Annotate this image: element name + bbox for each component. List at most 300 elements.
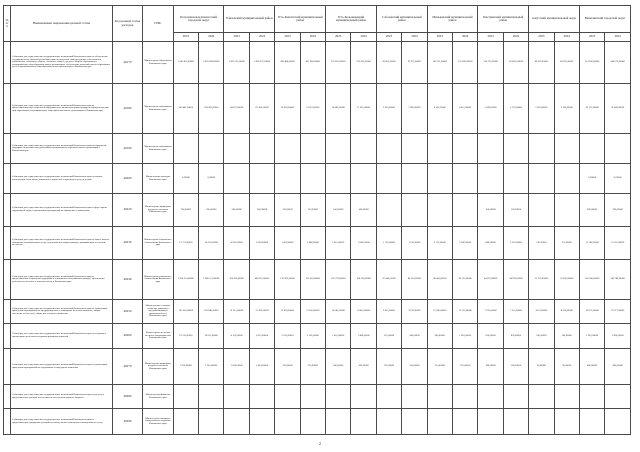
row-admin: Министерство природных ресурсов и экологии Камчатского края — [143, 194, 173, 227]
row-amount — [402, 385, 427, 409]
row-amount — [605, 134, 631, 164]
row-amount: 120 365,00000 — [275, 260, 300, 300]
table-row — [4, 84, 631, 134]
row-amount: 340,00000 — [554, 324, 579, 349]
row-amount — [376, 194, 401, 227]
row-amount — [376, 409, 401, 435]
row-amount: 0,00000 — [173, 164, 198, 194]
header-year: 2024 — [351, 33, 376, 42]
row-amount — [173, 409, 198, 435]
row-amount: 222 610,00000 — [326, 42, 351, 84]
row-amount: 1 425,00000 — [275, 227, 300, 260]
row-amount: 2 015,00000 — [275, 324, 300, 349]
row-amount: 310,00000 — [275, 349, 300, 385]
row-amount — [503, 409, 528, 435]
row-amount — [326, 164, 351, 194]
row-amount: 101 020,00000 — [173, 300, 198, 324]
row-amount — [427, 194, 452, 227]
row-amount: 4 125,00000 — [224, 324, 249, 349]
row-amount: 300,00000 — [351, 349, 376, 385]
row-amount: 1 024,00000 — [224, 349, 249, 385]
row-area: Субвенции для осуществления государственных полномочий Камчатского края по созданию и организации деятельности административных комиссий — [11, 324, 113, 349]
subvention-distribution-table — [3, 5, 631, 435]
row-amount: 14 110,00000 — [199, 227, 224, 260]
row-amount — [326, 385, 351, 409]
row-amount: 102 770,00000 — [326, 260, 351, 300]
row-amount: 19 071,00000 — [579, 300, 604, 324]
row-number — [4, 324, 11, 349]
row-amount: 120,00000 — [300, 194, 325, 227]
row-amount: 30 171,00000 — [579, 84, 604, 134]
header-code: Код целевой статьи расходов — [112, 6, 142, 42]
header-year: 2023 — [326, 33, 351, 42]
row-amount: 4 011,00000 — [529, 300, 554, 324]
row-amount: 380 464,00000 — [275, 42, 300, 84]
row-amount: 67 450,00000 — [249, 84, 274, 134]
row-admin: Министерство образования Камчатского края — [143, 84, 173, 134]
row-code: 40250 — [112, 300, 142, 324]
row-amount: 544 576,00000 — [605, 42, 631, 84]
row-amount — [605, 385, 631, 409]
row-amount: 32 210,00000 — [529, 260, 554, 300]
row-amount — [224, 385, 249, 409]
row-amount: 210,00000 — [453, 349, 478, 385]
header-year: 2023 — [173, 33, 198, 42]
row-admin: Министерство культуры Камчатского края — [143, 164, 173, 194]
table-row — [4, 42, 631, 84]
table-row — [4, 164, 631, 194]
row-area: Субвенции для осуществления государственных полномочий Камчатского края по выплате компенсации части платы, взимаемой с родителей за присмотр и уход за детьми — [11, 164, 113, 194]
row-amount — [402, 409, 427, 435]
row-amount: 310,00000 — [300, 349, 325, 385]
row-amount: 1 024,00000 — [249, 349, 274, 385]
row-amount — [275, 385, 300, 409]
row-amount: 180,00000 — [478, 349, 503, 385]
row-amount — [529, 134, 554, 164]
row-amount — [300, 385, 325, 409]
row-amount: 2 105,00000 — [300, 324, 325, 349]
row-amount: 760,00000 — [199, 194, 224, 227]
row-code: 40190 — [112, 134, 142, 164]
row-amount: 280,00000 — [579, 194, 604, 227]
row-amount: 4 050,00000 — [554, 300, 579, 324]
row-amount: 1 990,00000 — [605, 324, 631, 349]
row-amount: 31 842,00000 — [605, 84, 631, 134]
row-amount — [503, 134, 528, 164]
table-row — [4, 194, 631, 227]
row-amount: 760,00000 — [173, 194, 198, 227]
row-amount: 21 021,00000 — [300, 84, 325, 134]
row-area: Субвенции для осуществления государственных полномочий Камчатского края по организации проведения мероприятий по предупреждению и ликвидации болезней животных, защите населения от болезней, общих для человека и животных — [11, 300, 113, 324]
header-region: Мильковский муниципальный район — [427, 6, 478, 33]
header-year: 2024 — [199, 33, 224, 42]
row-area: Субвенции для осуществления государственных полномочий Камчатского края по социальной поддержке педагогических работников муниципальных образовательных организаций в Камчатском крае — [11, 134, 113, 164]
row-amount: 6 102,00000 — [427, 84, 452, 134]
row-area: Субвенции для осуществления государственных полномочий Камчатского края по организации проведения мероприятий по содержанию безнадзорных животных — [11, 349, 113, 385]
row-amount: 145 231,00000 — [427, 42, 452, 84]
row-amount: 134 035,00000 — [503, 42, 528, 84]
table-row — [4, 324, 631, 349]
row-amount: 180,00000 — [503, 349, 528, 385]
row-code: 40200 — [112, 164, 142, 194]
header-year: 2023 — [376, 33, 401, 42]
row-amount: 850,00000 — [503, 324, 528, 349]
row-amount: 7 115,00000 — [503, 300, 528, 324]
header-year: 2023 — [579, 33, 604, 42]
row-amount: 243 200,00000 — [579, 260, 604, 300]
row-amount: 19 312,00000 — [173, 324, 198, 349]
header-year: 2023 — [275, 33, 300, 42]
row-admin: Министерство образования Камчатского края — [143, 42, 173, 84]
row-amount: 88 130,00000 — [402, 260, 427, 300]
row-amount: 960,00000 — [427, 324, 452, 349]
row-amount — [224, 164, 249, 194]
header-year: 2023 — [478, 33, 503, 42]
row-amount: 7 015,00000 — [478, 300, 503, 324]
row-code: 40180 — [112, 84, 142, 134]
row-code: 40240 — [112, 260, 142, 300]
row-amount — [300, 164, 325, 194]
header-year: 2024 — [402, 33, 427, 42]
row-amount: 280,00000 — [605, 194, 631, 227]
row-code: 40290 — [112, 409, 142, 435]
row-number — [4, 134, 11, 164]
row-amount: 4 310,00000 — [249, 324, 274, 349]
row-amount: 20 015,00000 — [199, 324, 224, 349]
row-amount — [376, 385, 401, 409]
row-amount — [300, 134, 325, 164]
row-amount — [427, 385, 452, 409]
row-amount: 210,00000 — [427, 349, 452, 385]
row-amount: 100,00000 — [503, 194, 528, 227]
header-year: 2024 — [605, 33, 631, 42]
row-amount: 12 011,00000 — [605, 227, 631, 260]
row-amount — [605, 409, 631, 435]
table-row — [4, 134, 631, 164]
row-area: Субвенции для осуществления государственных полномочий Камчатского края по предоставлению мер социальной поддержки отдельным категориям граждан в период получения ими образования в муниципальных общеобразовательных организациях в Камчатском крае — [11, 84, 113, 134]
row-amount — [579, 409, 604, 435]
row-amount: 340,00000 — [224, 194, 249, 227]
row-amount: 5 803 438,00000 — [199, 42, 224, 84]
row-amount: 215,00000 — [554, 227, 579, 260]
row-admin: Министерство социального благополучия Камчатского края — [143, 260, 173, 300]
row-amount: 11 215,00000 — [453, 300, 478, 324]
row-admin: Министерство по делам местного самоуправления Камчатского края — [143, 324, 173, 349]
table-row — [4, 300, 631, 324]
header-year: 2023 — [427, 33, 452, 42]
row-amount: 810,00000 — [478, 324, 503, 349]
row-amount: 9 120,00000 — [402, 300, 427, 324]
row-amount: 100,00000 — [478, 194, 503, 227]
row-amount: 103 640,00000 — [199, 300, 224, 324]
row-amount: 210,00000 — [529, 227, 554, 260]
row-amount — [249, 134, 274, 164]
row-number — [4, 164, 11, 194]
page-number: 2 — [319, 441, 321, 446]
row-amount: 245 441,00000 — [173, 84, 198, 134]
row-amount: 48 202,00000 — [554, 42, 579, 84]
table-row — [4, 385, 631, 409]
table-header — [4, 6, 631, 42]
row-amount — [554, 134, 579, 164]
row-amount: 1 120,00000 — [376, 227, 401, 260]
header-area: Наименование направления целевой статьи — [11, 6, 113, 42]
row-amount: 480,00000 — [579, 349, 604, 385]
row-amount: 1 960 511,00000 — [199, 260, 224, 300]
row-amount: 152 290,00000 — [453, 42, 478, 84]
row-amount — [554, 194, 579, 227]
row-amount — [503, 385, 528, 409]
row-number — [4, 385, 11, 409]
row-admin: Министерство природных ресурсов и экологии Камчатского края — [143, 349, 173, 385]
row-amount: 0,00000 — [199, 164, 224, 194]
row-amount: 5 720,00000 — [503, 84, 528, 134]
row-amount: 10 410,00000 — [351, 300, 376, 324]
header-year: 2024 — [249, 33, 274, 42]
row-amount: 87 445,00000 — [376, 260, 401, 300]
row-code: 40170 — [112, 42, 142, 84]
row-amount: 44 370,00000 — [478, 260, 503, 300]
row-amount: 300,00000 — [326, 349, 351, 385]
row-amount: 31 415,00000 — [249, 300, 274, 324]
row-amount — [554, 385, 579, 409]
row-amount — [326, 409, 351, 435]
row-amount: 2 100,00000 — [554, 84, 579, 134]
row-amount: 104 220,00000 — [351, 260, 376, 300]
row-amount: 4 025,00000 — [224, 227, 249, 260]
header-region: Соболевский муниципальный район — [376, 6, 427, 33]
row-amount: 480,00000 — [605, 349, 631, 385]
row-amount: 480 210,00000 — [249, 260, 274, 300]
row-code: 40230 — [112, 227, 142, 260]
row-area: Субвенции для осуществления государственных полномочий Камчатского края по расчету и предоставлению дотаций поселениям за счет средств краевого бюджета — [11, 385, 113, 409]
row-code: 40260 — [112, 324, 142, 349]
row-amount — [503, 164, 528, 194]
row-admin: Министерство сельского хозяйства, пищевой и перерабатывающей промышленности Камчатского края — [143, 300, 173, 324]
row-area: Субвенции для осуществления государственных полномочий Камчатского края по предоставлению гражданам субсидий на оплату жилого помещения и коммунальных услуг — [11, 409, 113, 435]
row-amount — [199, 385, 224, 409]
header-admin: ГРБС — [143, 6, 173, 42]
row-area: Субвенции для осуществления государственных полномочий Камчатского края по обеспечению государственных гарантий реализации прав на получение общедоступного и бесплатного дошкольного, начального общего, основного общего, среднего общего образования в муниципальных общеобразовательных организациях, обеспечению дополнительного образования детей в муниципальных общеобразовательных организациях в Камчатском крае — [11, 42, 113, 84]
row-amount — [529, 164, 554, 194]
row-amount: 10 863,00000 — [326, 84, 351, 134]
row-amount — [376, 134, 401, 164]
row-amount — [326, 134, 351, 164]
row-amount: 1 410,00000 — [326, 324, 351, 349]
row-amount — [199, 409, 224, 435]
row-amount: 90,00000 — [529, 349, 554, 385]
row-amount — [554, 164, 579, 194]
row-amount: 10 245,00000 — [326, 300, 351, 324]
row-amount — [351, 134, 376, 164]
row-amount: 134 723,00000 — [478, 42, 503, 84]
header-year: 2024 — [554, 33, 579, 42]
header-region: Петропавловск-Камчатский городской округ — [173, 6, 224, 33]
row-admin: Министерство финансов Камчатского края — [143, 385, 173, 409]
row-amount: 4 190,00000 — [249, 227, 274, 260]
row-number — [4, 84, 11, 134]
header-year: 2023 — [224, 33, 249, 42]
row-amount — [173, 385, 198, 409]
row-amount: 258 422,00000 — [199, 84, 224, 134]
row-amount — [478, 164, 503, 194]
row-amount — [275, 164, 300, 194]
row-amount: 1 587 015,00000 — [224, 42, 249, 84]
row-amount: 1 910,00000 — [199, 349, 224, 385]
row-amount — [300, 409, 325, 435]
row-amount: 100,00000 — [351, 194, 376, 227]
row-amount — [351, 385, 376, 409]
row-amount — [453, 164, 478, 194]
row-area: Субвенции для осуществления государственных полномочий Камчатского края по предоставлению социальной поддержки и социального обслуживания граждан, организации деятельности по опеке и попечительству в Камчатском крае — [11, 260, 113, 300]
row-amount: 1 480,00000 — [300, 227, 325, 260]
row-amount: 12 610,00000 — [300, 300, 325, 324]
header-region: Усть-Камчатский муниципальный район — [275, 6, 326, 33]
row-amount: 98 410,00000 — [427, 260, 452, 300]
row-amount: 99 215,00000 — [453, 260, 478, 300]
table-row — [4, 260, 631, 300]
row-amount — [249, 409, 274, 435]
row-amount: 1 012,00000 — [326, 227, 351, 260]
row-number — [4, 409, 11, 435]
row-amount: 11 025,00000 — [351, 84, 376, 134]
header-year: 2024 — [453, 33, 478, 42]
row-amount: 1 480,00000 — [351, 324, 376, 349]
row-amount: 64 037,00000 — [224, 84, 249, 134]
row-admin: Министерство социального благополучия Камчатского края — [143, 227, 173, 260]
row-amount — [427, 164, 452, 194]
row-code: 40220 — [112, 194, 142, 227]
row-amount: 31 015,00000 — [224, 300, 249, 324]
row-amount — [402, 134, 427, 164]
row-amount — [529, 385, 554, 409]
row-amount: 320,00000 — [529, 324, 554, 349]
row-amount: 3 992,00000 — [402, 84, 427, 134]
row-area: Субвенции для осуществления государственных полномочий Камчатского края по оплате жилого помещения и коммунальных услуг отдельным категориям граждан, проживающих в сельской местности — [11, 227, 113, 260]
row-amount: 44 870,00000 — [503, 260, 528, 300]
row-amount: 5 545 470,00000 — [173, 42, 198, 84]
header-year: 2024 — [300, 33, 325, 42]
row-amount: 980,00000 — [478, 227, 503, 260]
row-code: 40270 — [112, 349, 142, 385]
row-amount: 11 016,00000 — [427, 300, 452, 324]
header-region: Быстринский муниципальный район — [478, 6, 529, 33]
row-amount: 46 239,00000 — [529, 42, 554, 84]
row-amount: 9 025,00000 — [376, 300, 401, 324]
row-amount: 3 810,00000 — [376, 84, 401, 134]
row-amount: 1 910,00000 — [579, 324, 604, 349]
row-amount — [529, 194, 554, 227]
row-amount: 1 150,00000 — [402, 227, 427, 260]
row-amount — [275, 409, 300, 435]
row-amount — [579, 385, 604, 409]
header-row-number: № п/п — [4, 6, 11, 42]
header-year: 2024 — [503, 33, 528, 42]
row-amount — [453, 409, 478, 435]
row-amount: 97 675,00000 — [402, 42, 427, 84]
row-amount: 245 780,00000 — [605, 260, 631, 300]
row-amount: 540,00000 — [402, 324, 427, 349]
row-amount: 32 610,00000 — [554, 260, 579, 300]
row-amount: 0,00000 — [579, 164, 604, 194]
row-amount: 2 025,00000 — [529, 84, 554, 134]
row-amount — [376, 164, 401, 194]
row-amount: 120,00000 — [275, 194, 300, 227]
row-amount — [427, 409, 452, 435]
row-amount — [199, 134, 224, 164]
row-amount: 1 010,00000 — [503, 227, 528, 260]
row-amount — [173, 134, 198, 164]
row-amount: 1 010,00000 — [453, 324, 478, 349]
table-body — [4, 42, 631, 435]
row-amount — [402, 194, 427, 227]
row-amount — [249, 385, 274, 409]
row-amount: 11 742,00000 — [579, 227, 604, 260]
row-amount — [478, 385, 503, 409]
row-amount: 510,00000 — [376, 324, 401, 349]
row-amount — [224, 409, 249, 435]
row-amount: 120,00000 — [402, 349, 427, 385]
row-number — [4, 227, 11, 260]
row-number — [4, 260, 11, 300]
table-row — [4, 227, 631, 260]
row-number — [4, 349, 11, 385]
table-row — [4, 409, 631, 435]
row-amount — [351, 164, 376, 194]
row-amount — [453, 194, 478, 227]
row-amount: 12 418,00000 — [275, 300, 300, 324]
row-amount: 235 413,00000 — [351, 42, 376, 84]
row-amount — [554, 409, 579, 435]
row-amount: 5 419,00000 — [478, 84, 503, 134]
row-amount: 99 801,00000 — [376, 42, 401, 84]
row-number — [4, 42, 11, 84]
row-admin: Министерство жилищно-коммунального хозяйства Камчатского края — [143, 409, 173, 435]
table-row — [4, 349, 631, 385]
row-amount — [453, 385, 478, 409]
row-number — [4, 194, 11, 227]
row-amount: 120,00000 — [376, 349, 401, 385]
row-admin: Министерство образования Камчатского края — [143, 134, 173, 164]
row-amount: 2 180,00000 — [453, 227, 478, 260]
row-amount — [579, 134, 604, 164]
row-amount — [351, 409, 376, 435]
row-number — [4, 300, 11, 324]
row-amount: 13 721,00000 — [173, 227, 198, 260]
row-amount — [478, 134, 503, 164]
row-amount: 90,00000 — [554, 349, 579, 385]
row-area: Субвенции для осуществления государственных полномочий Камчатского края в сфере охраны окружающей среды и организации мероприятий по обращению с животными — [11, 194, 113, 227]
header-region: Алеутский муниципальный округ — [529, 6, 580, 33]
row-amount — [249, 164, 274, 194]
row-amount: 0,00000 — [605, 164, 631, 194]
row-amount: 514 200,00000 — [579, 42, 604, 84]
row-amount — [529, 409, 554, 435]
row-amount: 1 954 110,00000 — [173, 260, 198, 300]
row-amount: 1 045,00000 — [351, 227, 376, 260]
row-amount — [224, 134, 249, 164]
row-amount: 100,00000 — [326, 194, 351, 227]
row-amount: 475 620,00000 — [224, 260, 249, 300]
row-amount: 401 008,00000 — [300, 42, 325, 84]
row-amount — [402, 164, 427, 194]
row-code: 40280 — [112, 385, 142, 409]
row-amount: 20 036,00000 — [275, 84, 300, 134]
row-amount — [427, 134, 452, 164]
row-amount: 1 910,00000 — [173, 349, 198, 385]
row-amount: 125 010,00000 — [300, 260, 325, 300]
row-amount: 340,00000 — [249, 194, 274, 227]
